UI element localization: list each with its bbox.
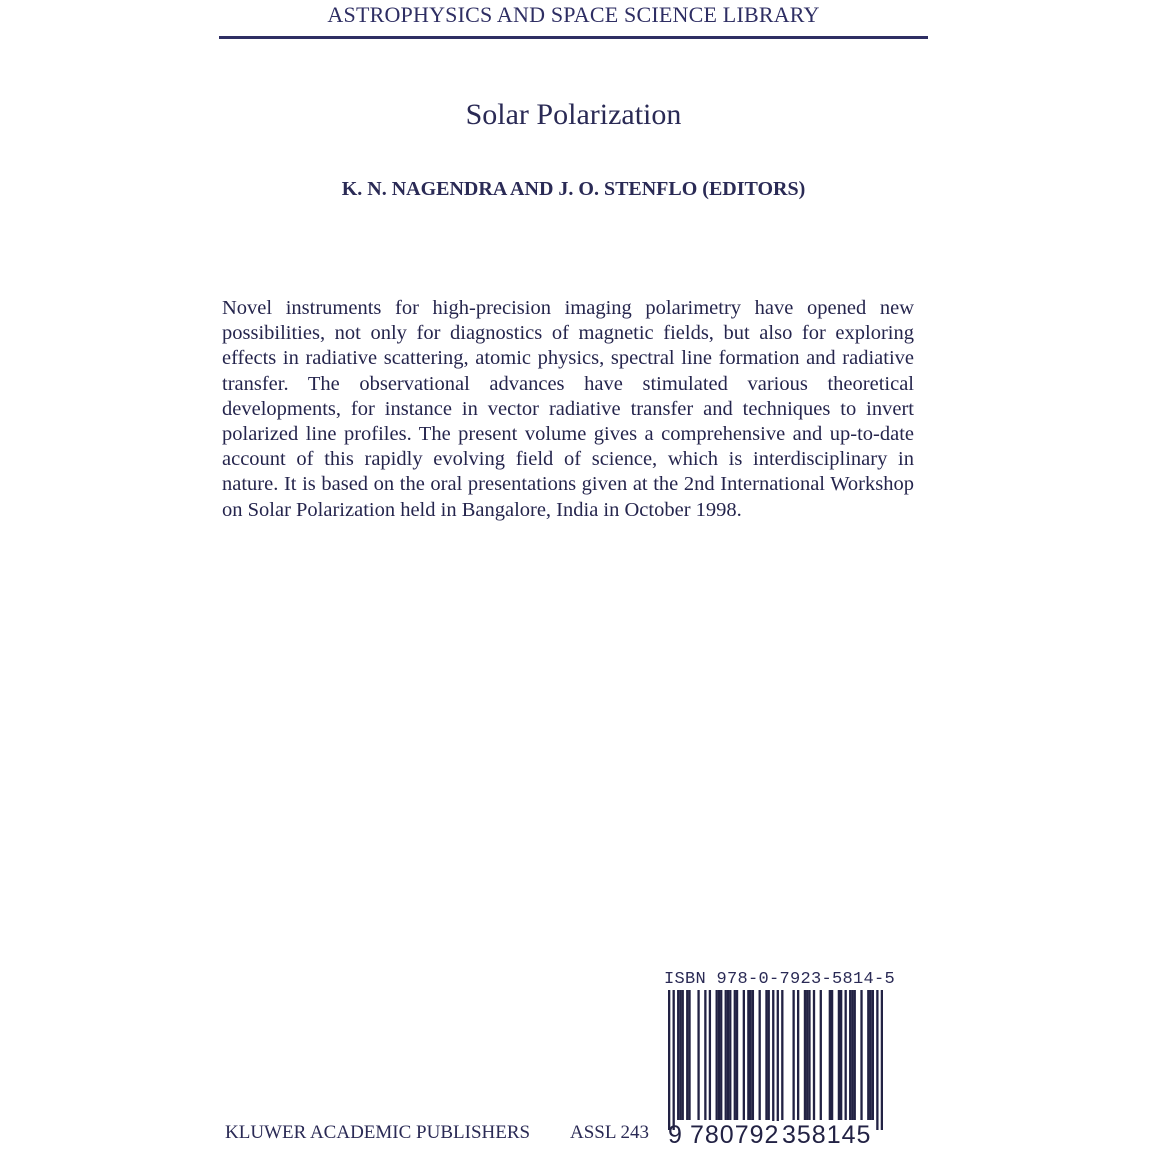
barcode-bar — [709, 990, 711, 1120]
barcode-bar — [725, 990, 727, 1120]
barcode-bar — [716, 990, 718, 1120]
isbn-label: ISBN 978-0-7923-5814-5 — [664, 970, 896, 989]
barcode-bar — [854, 990, 856, 1120]
barcode-bar — [797, 990, 799, 1120]
barcode-digit-first: 9 — [668, 1121, 682, 1149]
book-description: Novel instruments for high-precision imaging polarimetry have opened new possibilities, not only for diagnostics of magnetic fields, but also for exploring effects in radiative scattering, atomic physics, spectral line formation and radiative transfer. The observational advances have stimulated various theoretical developments, for instance in vector radiative transfer and techniques to invert polarized line profiles. The present volume gives a comprehensive and up-to-date account of this rapidly evolving field of science, which is interdisciplinary in nature. It is based on the oral presentations given at the 2nd International Workshop on Solar Polarization held in Bangalore, India in October 1998. — [222, 297, 914, 521]
series-divider — [219, 36, 928, 39]
barcode-bar — [734, 990, 736, 1120]
barcode-bar — [849, 990, 851, 1120]
barcode-bar — [781, 990, 783, 1120]
barcode-bar — [747, 990, 749, 1120]
publisher-name: KLUWER ACADEMIC PUBLISHERS — [225, 1122, 531, 1143]
barcode-digits-left: 780792 — [690, 1121, 780, 1149]
barcode-bar — [806, 990, 808, 1120]
barcode-bar — [860, 990, 862, 1120]
barcode-bar — [804, 990, 806, 1120]
series-name: ASTROPHYSICS AND SPACE SCIENCE LIBRARY — [327, 2, 820, 27]
barcode-bar — [772, 990, 774, 1130]
barcode-bar — [720, 990, 722, 1120]
barcode-bar — [831, 990, 833, 1120]
barcode — [668, 990, 883, 1130]
barcode-bar — [688, 990, 690, 1120]
barcode-bar — [736, 990, 738, 1120]
barcode-bar — [872, 990, 874, 1120]
book-title: Solar Polarization — [465, 98, 682, 131]
barcode-bar — [765, 990, 767, 1120]
barcode-bar — [677, 990, 679, 1120]
barcode-bar — [777, 990, 779, 1130]
barcode-bar — [743, 990, 745, 1120]
barcode-bar — [820, 990, 822, 1120]
barcode-bar — [881, 990, 883, 1130]
barcode-bar — [829, 990, 831, 1120]
barcode-bar — [749, 990, 751, 1120]
barcode-bar — [729, 990, 731, 1120]
barcode-bar — [792, 990, 794, 1120]
barcode-bar — [752, 990, 754, 1120]
barcode-bar — [851, 990, 853, 1120]
barcode-bar — [759, 990, 761, 1120]
book-editors: K. N. NAGENDRA AND J. O. STENFLO (EDITORS) — [341, 178, 806, 200]
barcode-bar — [704, 990, 706, 1120]
barcode-bar — [697, 990, 699, 1120]
barcode-bar — [876, 990, 878, 1130]
barcode-bar — [838, 990, 840, 1120]
barcode-bar — [686, 990, 688, 1120]
barcode-digits-right: 358145 — [782, 1121, 872, 1149]
barcode-bar — [869, 990, 871, 1120]
barcode-bar — [673, 990, 675, 1130]
barcode-bar — [682, 990, 684, 1120]
barcode-bar — [813, 990, 815, 1120]
barcode-bar — [718, 990, 720, 1120]
barcode-bar — [668, 990, 670, 1130]
barcode-bar — [768, 990, 770, 1120]
barcode-bar — [867, 990, 869, 1120]
barcode-bar — [679, 990, 681, 1120]
series-number: ASSL 243 — [570, 1122, 650, 1143]
barcode-bar — [727, 990, 729, 1120]
barcode-bar — [845, 990, 847, 1120]
barcode-bar — [840, 990, 842, 1120]
barcode-bar — [808, 990, 810, 1120]
